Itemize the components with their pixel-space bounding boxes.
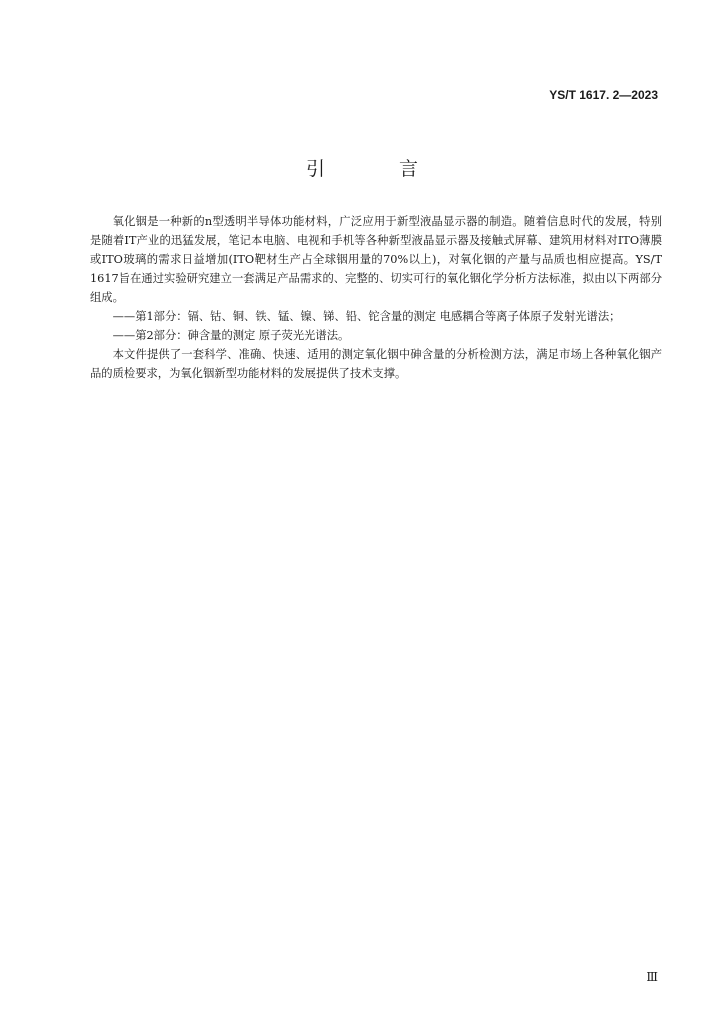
closing-paragraph: 本文件提供了一套科学、准确、快速、适用的测定氧化铟中砷含量的分析检测方法，满足市场上各种氧化铟产品的质检要求，为氧化铟新型功能材料的发展提供了技术支撑。 bbox=[90, 348, 662, 380]
list-item-part2: ——第2部分：砷含量的测定 原子荧光光谱法。 bbox=[112, 329, 350, 342]
list-item-part1: ——第1部分：镉、钴、铜、铁、锰、镍、锑、铅、铊含量的测定 电感耦合等离子体原子发射光谱法； bbox=[112, 310, 621, 323]
section-title: 引 言 bbox=[305, 158, 453, 180]
page-number: Ⅲ bbox=[646, 970, 658, 984]
document-body bbox=[90, 212, 662, 383]
standard-code: YS/T 1617. 2—2023 bbox=[549, 88, 658, 102]
intro-paragraph: 氧化铟是一种新的n型透明半导体功能材料，广泛应用于新型液晶显示器的制造。随着信息时代的发展，特别是随着IT产业的迅猛发展，笔记本电脑、电视和手机等各种新型液晶显示器及接触式屏幕、建筑用材料对ITO薄膜或ITO玻璃的需求日益增加(ITO靶材生产占全球铟用量的70%以上)，对氧化铟的产量与品质也相应提高。YS/T 1617旨在通过实验研究建立一套满足产品需求的、完整的、切实可行的氧化铟化学分析方法标准，拟由以下两部分组成。 bbox=[90, 215, 662, 304]
